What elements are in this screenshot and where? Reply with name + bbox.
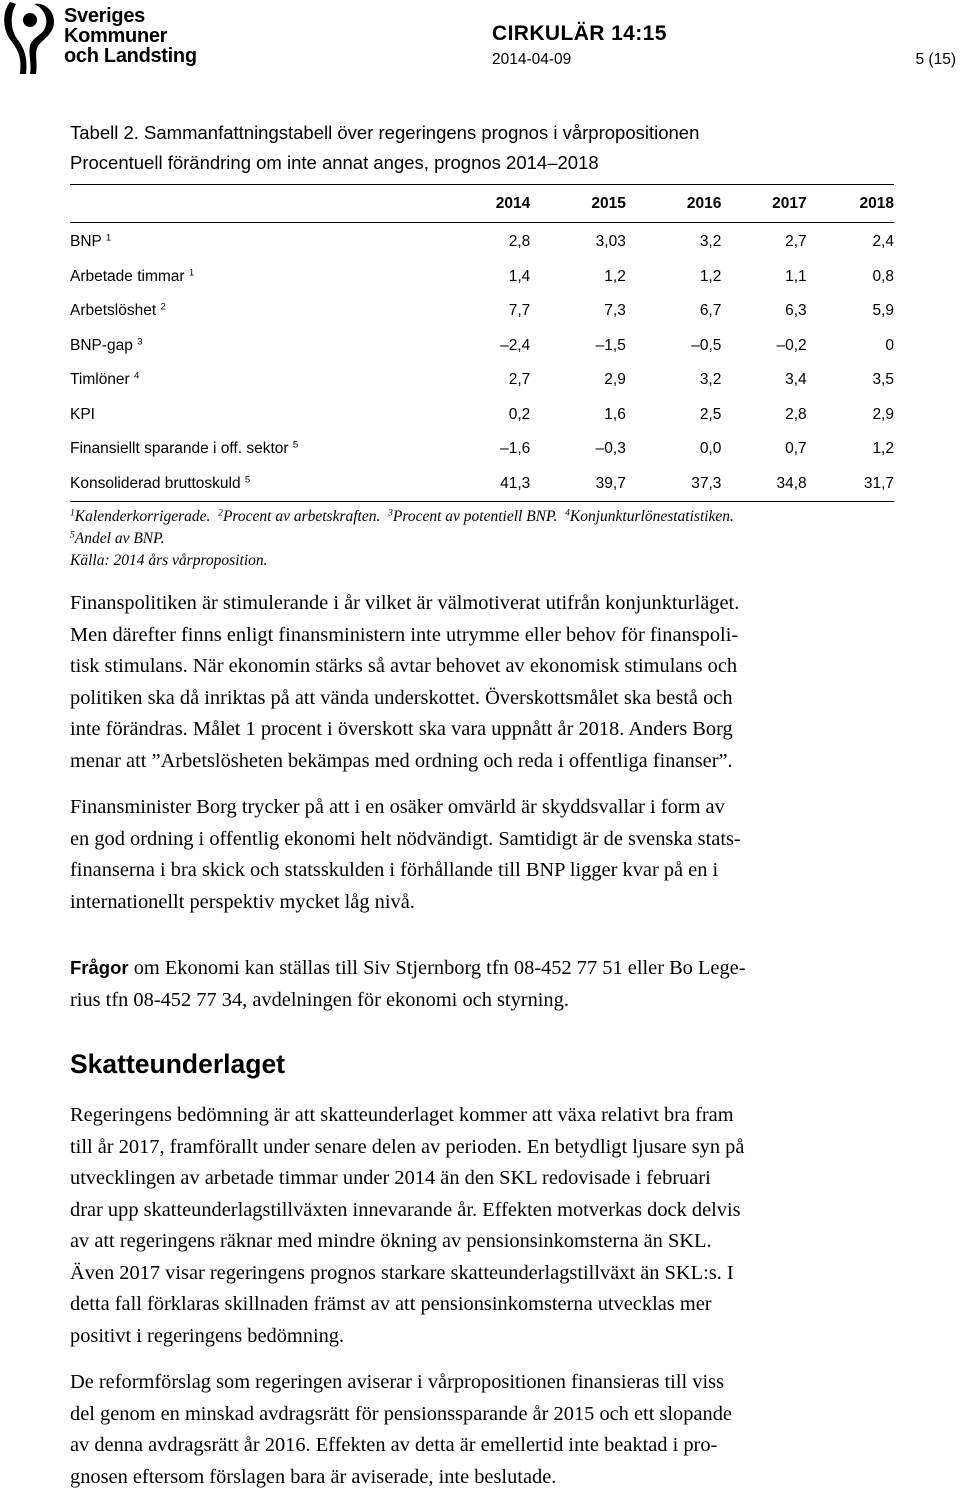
logo-line: Sveriges — [64, 5, 145, 27]
contact-label: Frågor — [70, 957, 129, 978]
text-line: Finanspolitiken är stimulerande i år vilket är välmotiverat utifrån konjunkturläget. — [70, 592, 740, 614]
text-line: rius tfn 08-452 77 34, avdelningen för ekonomi och styrning. — [70, 988, 569, 1011]
row-label-text: Konsoliderad bruttoskuld — [70, 474, 241, 492]
table-cell: 2,8 — [508, 233, 531, 251]
document-date: 2014-04-09 — [492, 51, 572, 68]
row-footnote-ref: 2 — [160, 301, 166, 313]
table-cell: 2,8 — [785, 405, 807, 423]
paragraph — [70, 792, 930, 918]
table-cell: 41,3 — [500, 474, 531, 492]
row-label-text: Timlöner — [70, 371, 130, 389]
table-cell: 1,2 — [699, 267, 722, 285]
text-line: gnosen eftersom förslagen bara är aviserade, inte beslutade. — [70, 1465, 557, 1488]
footnote-text: Kalenderkorrigerade. — [74, 508, 211, 525]
row-label — [70, 432, 460, 467]
text-line: utvecklingen av arbetade timmar under 2014 än den SKL redovisade i februari — [70, 1167, 711, 1189]
table-cell: –2,4 — [500, 336, 531, 354]
text-line: av denna avdragsrätt år 2016. Effekten av detta är emellertid inte beaktad i pro- — [70, 1434, 718, 1456]
text-line: finanserna i bra skick och statsskulden i förhållande till BNP ligger kvar på en i — [70, 859, 719, 881]
footnote-number: 1 — [70, 507, 75, 519]
text-line: Regeringens bedömning är att skatteunderlaget kommer att växa relativt bra fram — [70, 1104, 734, 1126]
row-footnote-ref: 3 — [137, 336, 143, 348]
column-header: 2016 — [686, 194, 722, 212]
row-footnote-ref: 1 — [188, 267, 195, 279]
row-label — [70, 363, 460, 398]
table-cell: 0,7 — [785, 440, 807, 458]
text-line: menar att ”Arbetslösheten bekämpas med ordning och reda i offentliga finanser”. — [70, 749, 733, 772]
table-cell: 2,9 — [872, 405, 894, 423]
row-footnote-ref: 5 — [244, 474, 251, 486]
footnote-line — [70, 506, 930, 528]
text-line: inte förändras. Målet 1 procent i överskott ska vara uppnått år 2018. Anders Borg — [70, 718, 733, 740]
paragraph — [70, 1100, 930, 1352]
text-line: Finansminister Borg trycker på att i en osäker omvärld är skyddsvallar i form av — [70, 796, 725, 818]
table-source: Källa: 2014 års vårproposition. — [70, 552, 268, 569]
logo-emblem-icon — [0, 0, 62, 76]
text-line: del genom en minskad avdragsrätt för pensionssparande år 2015 och ett slopande — [70, 1402, 732, 1425]
text-line: drar upp skatteunderlagstillväxten innevarande år. Effekten motverkas dock delvis — [70, 1198, 741, 1221]
text-line: en god ordning i offentlig ekonomi helt nödvändigt. Samtidigt är de svenska stats- — [70, 827, 741, 850]
logo-line: och Landsting — [64, 45, 197, 67]
row-label-text: KPI — [70, 405, 95, 423]
table-cell: 0 — [885, 336, 894, 354]
paragraph — [70, 1367, 930, 1493]
text-line: De reformförslag som regeringen aviserar i vårpropositionen finansieras till viss — [70, 1371, 725, 1393]
table-cell: 2,7 — [785, 233, 807, 251]
row-label — [70, 260, 460, 295]
table-cell: 7,3 — [604, 302, 626, 320]
section-heading: Skatteunderlaget — [70, 1049, 286, 1079]
table-caption — [70, 118, 930, 178]
row-label-text: BNP-gap — [70, 336, 133, 354]
table-row — [70, 363, 894, 398]
table-cell: 2,7 — [508, 371, 531, 389]
row-label-text: Arbetslöshet — [70, 302, 157, 320]
footnote-number: 4 — [565, 507, 570, 519]
table-row — [70, 398, 894, 433]
table-cell: 1,4 — [508, 267, 531, 285]
table-title: Tabell 2. Sammanfattningstabell över regeringens prognos i vårpropositionen — [70, 122, 700, 143]
text-line: Även 2017 visar regeringens prognos starkare skatteunderlagstillväxt än SKL:s. I — [70, 1261, 734, 1284]
table-cell: 34,8 — [776, 474, 807, 492]
text-line: internationellt perspektiv mycket låg nivå. — [70, 890, 415, 913]
footnote-line — [70, 528, 930, 550]
table-body — [70, 223, 894, 502]
row-label-text: Arbetade timmar — [70, 267, 185, 285]
table-cell: 1,1 — [785, 267, 807, 285]
table-row — [70, 329, 894, 364]
table-cell: 6,3 — [785, 302, 807, 320]
column-header: 2017 — [772, 194, 807, 212]
contact-paragraph — [70, 952, 930, 1016]
text-line — [70, 952, 930, 985]
table-cell: –0,5 — [691, 336, 722, 354]
row-label-text: Finansiellt sparande i off. sektor — [70, 440, 289, 458]
table-cell: 2,9 — [604, 371, 626, 389]
document-title: CIRKULÄR 14:15 — [492, 22, 667, 45]
text-line: tisk stimulans. När ekonomin stärks så avtar behovet av ekonomisk stimulans och — [70, 655, 738, 677]
column-header: 2015 — [591, 194, 626, 212]
organization-logo — [0, 0, 197, 76]
table-cell: 0,8 — [872, 267, 894, 285]
footnote-number: 3 — [388, 507, 393, 519]
row-label — [70, 329, 460, 364]
table-cell: 3,5 — [872, 371, 894, 389]
table-row — [70, 260, 894, 295]
column-header: 2014 — [495, 194, 531, 212]
table-row — [70, 294, 894, 329]
text-line: detta fall förklaras skillnaden främst av att pensionsinkomsterna utvecklas mer — [70, 1293, 712, 1315]
table-cell: 3,03 — [595, 233, 626, 251]
text-line: positivt i regeringens bedömning. — [70, 1324, 345, 1347]
table-cell: 37,3 — [691, 474, 722, 492]
footnote-text: Procent av potentiell BNP. — [392, 508, 558, 525]
table-cell: 1,2 — [872, 440, 894, 458]
table-cell: 31,7 — [863, 474, 894, 492]
table-row — [70, 223, 894, 260]
page-number: 5 (15) — [915, 51, 956, 68]
footnote-text: Procent av arbetskraften. — [222, 508, 381, 525]
table-cell: 3,2 — [699, 233, 722, 251]
row-footnote-ref: 1 — [105, 232, 112, 244]
text-line: till år 2017, framförallt under senare delen av perioden. En betydligt ljusare syn på — [70, 1135, 745, 1158]
table-cell: 3,2 — [699, 371, 722, 389]
paragraph — [70, 588, 930, 777]
table-cell: 2,5 — [699, 405, 722, 423]
table-cell: –0,2 — [776, 336, 807, 354]
column-header: 2018 — [859, 194, 894, 212]
table-cell: 1,2 — [604, 267, 626, 285]
table-cell: 2,4 — [872, 233, 894, 251]
logo-line: Kommuner — [64, 25, 168, 47]
table-cell: 0,2 — [508, 405, 531, 423]
footnote-number: 2 — [218, 507, 223, 519]
row-footnote-ref: 5 — [292, 439, 299, 451]
row-label-text: BNP — [70, 233, 102, 251]
table-cell: –0,3 — [595, 440, 626, 458]
table-cell: 7,7 — [508, 302, 531, 320]
table-cell: –1,5 — [595, 336, 626, 354]
table-cell: 1,6 — [604, 405, 626, 423]
table-header-row — [70, 185, 894, 223]
forecast-table — [70, 184, 894, 502]
text-line: politiken ska då inriktas på att vända underskottet. Överskottsmålet ska bestå och — [70, 686, 733, 709]
table-cell: 5,9 — [872, 302, 894, 320]
footnote-text: Konjunkturlönestatistiken. — [569, 508, 734, 525]
row-label — [70, 398, 460, 433]
contact-text: om Ekonomi kan ställas till Siv Stjernborg tfn 08-452 77 51 eller Bo Lege- — [128, 957, 746, 979]
text-line: Men därefter finns enligt finansministern inte utrymme eller behov för finanspoli- — [70, 623, 739, 646]
table-row — [70, 432, 894, 467]
footnote-text: Andel av BNP. — [74, 530, 165, 547]
row-footnote-ref: 4 — [134, 370, 140, 382]
table-cell: 6,7 — [699, 302, 722, 320]
header-label-cell — [70, 185, 460, 223]
table-footnotes — [70, 506, 930, 572]
table-cell: 39,7 — [595, 474, 626, 492]
table-row — [70, 467, 894, 502]
table-cell: –1,6 — [500, 440, 531, 458]
table-cell: 0,0 — [699, 440, 722, 458]
footnote-number: 5 — [70, 529, 75, 541]
text-line: av att regeringens räknar med mindre ökning av pensionsinkomsterna än SKL. — [70, 1230, 712, 1252]
table-cell: 3,4 — [785, 371, 807, 389]
table-subtitle: Procentuell förändring om inte annat anges, prognos 2014–2018 — [70, 152, 599, 173]
row-label — [70, 294, 460, 329]
row-label — [70, 223, 460, 260]
logo-wordmark — [64, 6, 197, 66]
row-label — [70, 467, 460, 502]
